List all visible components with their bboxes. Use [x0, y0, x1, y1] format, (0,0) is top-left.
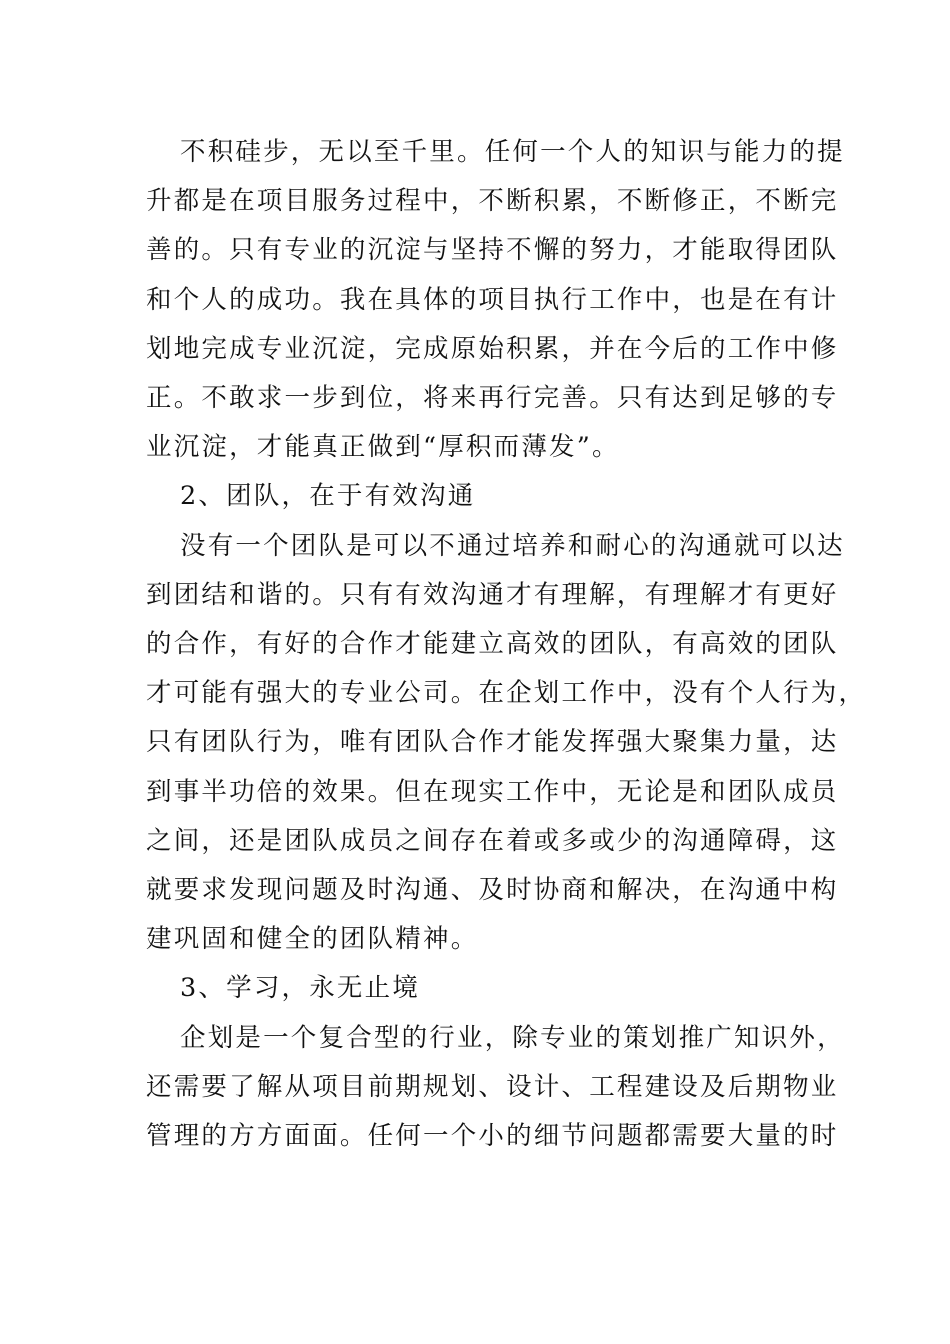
text-line: 企划是一个复合型的行业，除专业的策划推广知识外， [180, 1022, 845, 1053]
text-line: 建巩固和健全的团队精神。 [146, 924, 479, 955]
text-line: 升都是在项目服务过程中，不断积累，不断修正，不断完 [146, 186, 839, 217]
section-heading-team: 2、团队，在于有效沟通 [180, 481, 476, 512]
text-line: 才可能有强大的专业公司。在企划工作中，没有个人行为， [146, 678, 867, 709]
text-line: 只有团队行为，唯有团队合作才能发挥强大聚集力量，达 [146, 727, 839, 758]
text-line: 划地完成专业沉淀，完成原始积累，并在今后的工作中修 [146, 333, 839, 364]
text-line: 到事半功倍的效果。但在现实工作中，无论是和团队成员 [146, 776, 839, 807]
text-line: 就要求发现问题及时沟通、及时协商和解决，在沟通中构 [146, 875, 839, 906]
text-line: 的合作，有好的合作才能建立高效的团队，有高效的团队 [146, 629, 839, 660]
text-line: 管理的方方面面。任何一个小的细节问题都需要大量的时 [146, 1121, 839, 1152]
document-page [146, 128, 867, 1161]
text-line: 到团结和谐的。只有有效沟通才有理解，有理解才有更好 [146, 579, 839, 610]
paragraph-accumulation [146, 128, 845, 472]
text-line: 没有一个团队是可以不通过培养和耐心的沟通就可以达 [180, 530, 845, 561]
text-line: 善的。只有专业的沉淀与坚持不懈的努力，才能取得团队 [146, 235, 839, 266]
text-line: 不积硅步，无以至千里。任何一个人的知识与能力的提 [180, 137, 845, 167]
text-line: 之间，还是团队成员之间存在着或多或少的沟通障碍，这 [146, 825, 839, 856]
text-line: 业沉淀，才能真正做到“厚积而薄发”。 [146, 432, 620, 463]
section-heading-learning: 3、学习，永无止境 [180, 973, 421, 1004]
paragraph-team [146, 522, 867, 965]
text-line: 正。不敢求一步到位，将来再行完善。只有达到足够的专 [146, 383, 839, 414]
text-line: 还需要了解从项目前期规划、设计、工程建设及后期物业 [146, 1071, 839, 1102]
text-line: 和个人的成功。我在具体的项目执行工作中，也是在有计 [146, 284, 839, 315]
paragraph-learning [146, 1014, 845, 1162]
